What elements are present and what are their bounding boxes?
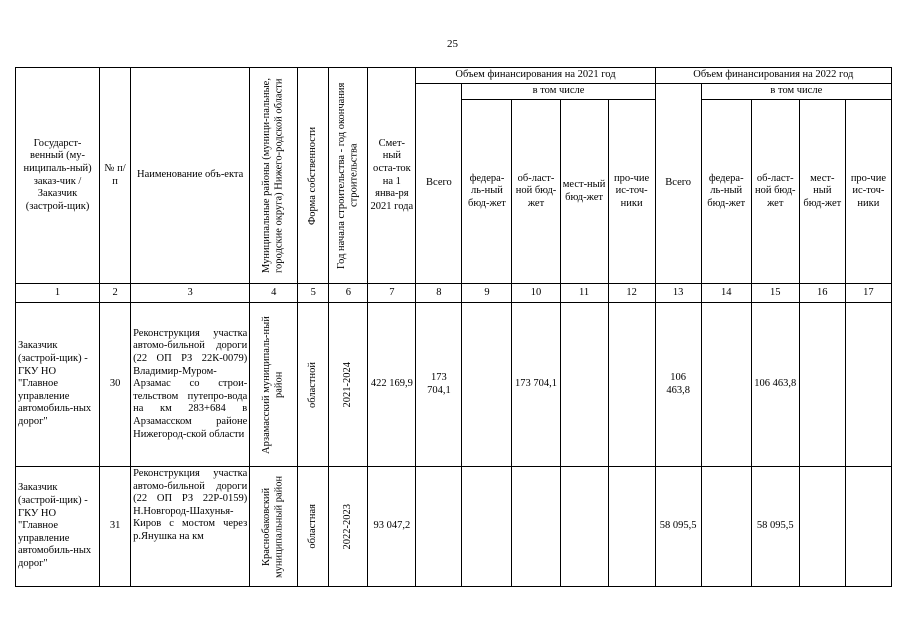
col-number: 3 bbox=[131, 284, 250, 303]
header-local-2021: мест-ный бюд-жет bbox=[560, 100, 608, 284]
header-num: № п/п bbox=[100, 68, 131, 284]
header-other-2022: про-чие ис-точ-ники bbox=[845, 100, 891, 284]
col-number: 13 bbox=[655, 284, 701, 303]
cell-federal-2022 bbox=[701, 467, 751, 587]
cell-other-2022 bbox=[845, 467, 891, 587]
cell-ownership-text: областная bbox=[307, 504, 318, 549]
cell-district-text: Арзамасский муниципаль-ный район bbox=[261, 315, 285, 454]
cell-district bbox=[250, 303, 298, 467]
cell-ownership-text: областной bbox=[307, 361, 318, 408]
col-number: 5 bbox=[298, 284, 329, 303]
col-number: 6 bbox=[329, 284, 368, 303]
col-number: 1 bbox=[16, 284, 100, 303]
header-row-1 bbox=[16, 68, 892, 84]
cell-other-2022 bbox=[845, 303, 891, 467]
col-number: 7 bbox=[368, 284, 416, 303]
cell-years bbox=[329, 303, 368, 467]
cell-ownership bbox=[298, 303, 329, 467]
cell-total-2021 bbox=[416, 467, 462, 587]
header-ownership-text: Форма собственности bbox=[307, 126, 318, 225]
col-number: 14 bbox=[701, 284, 751, 303]
cell-regional-2021 bbox=[512, 467, 560, 587]
header-other-2021: про-чие ис-точ-ники bbox=[608, 100, 655, 284]
cell-regional-2021: 173 704,1 bbox=[512, 303, 560, 467]
header-district bbox=[250, 68, 298, 284]
header-years bbox=[329, 68, 368, 284]
cell-ownership bbox=[298, 467, 329, 587]
table-row bbox=[16, 467, 892, 587]
cell-federal-2021 bbox=[462, 303, 512, 467]
page-number: 25 bbox=[447, 38, 458, 50]
cell-local-2021 bbox=[560, 467, 608, 587]
cell-customer: Заказчик (застрой-щик) - ГКУ НО "Главное управление автомобиль-ных дорог" bbox=[16, 467, 100, 587]
col-number: 2 bbox=[100, 284, 131, 303]
cell-num: 31 bbox=[100, 467, 131, 587]
cell-object: Реконструкция участка автомо-бильной дороги (22 ОП РЗ 22Р-0159) Н.Новгород-Шахунья-Киров с мостом через р.Янушка на км bbox=[131, 467, 250, 587]
header-federal-2021: федера-ль-ный бюд-жет bbox=[462, 100, 512, 284]
cell-total-2021: 173 704,1 bbox=[416, 303, 462, 467]
col-number: 17 bbox=[845, 284, 891, 303]
cell-local-2022 bbox=[799, 467, 845, 587]
cell-years bbox=[329, 467, 368, 587]
financing-table bbox=[15, 67, 892, 587]
cell-years-text: 2022-2023 bbox=[342, 503, 354, 550]
header-total-2022: Всего bbox=[655, 84, 701, 284]
header-years-text: Год начала строительства - год окончания строительства bbox=[335, 82, 360, 269]
cell-other-2021 bbox=[608, 303, 655, 467]
cell-federal-2022 bbox=[701, 303, 751, 467]
header-customer: Государст-венный (му-ниципаль-ный) заказ-чик / Заказчик (застрой-щик) bbox=[16, 68, 100, 284]
col-number: 9 bbox=[462, 284, 512, 303]
col-number: 12 bbox=[608, 284, 655, 303]
col-number: 4 bbox=[250, 284, 298, 303]
col-number: 15 bbox=[751, 284, 799, 303]
cell-district-text: Краснобаковский муниципальный район bbox=[261, 475, 285, 578]
cell-customer: Заказчик (застрой-щик) - ГКУ НО "Главное управление автомобиль-ных дорог" bbox=[16, 303, 100, 467]
cell-estimate: 422 169,9 bbox=[368, 303, 416, 467]
cell-district bbox=[250, 467, 298, 587]
header-federal-2022: федера-ль-ный бюд-жет bbox=[701, 100, 751, 284]
header-fin2022: Объем финансирования на 2022 год bbox=[655, 68, 891, 84]
cell-object: Реконструкция участка автомо-бильной дороги (22 ОП РЗ 22К-0079) Владимир-Муром-Арзамас со строи-тельством путепро-вода на км 283+684 в Арзамасском районе Нижегород-ской области bbox=[131, 303, 250, 467]
header-local-2022: мест-ный бюд-жет bbox=[799, 100, 845, 284]
header-total-2021: Всего bbox=[416, 84, 462, 284]
cell-total-2022: 58 095,5 bbox=[655, 467, 701, 587]
col-number: 10 bbox=[512, 284, 560, 303]
header-estimate: Смет-ный оста-ток на 1 янва-ря 2021 года bbox=[368, 68, 416, 284]
col-number: 8 bbox=[416, 284, 462, 303]
col-number: 16 bbox=[799, 284, 845, 303]
table-row bbox=[16, 303, 892, 467]
cell-federal-2021 bbox=[462, 467, 512, 587]
cell-num: 30 bbox=[100, 303, 131, 467]
cell-estimate: 93 047,2 bbox=[368, 467, 416, 587]
header-ownership bbox=[298, 68, 329, 284]
header-regional-2022: об-ласт-ной бюд-жет bbox=[751, 100, 799, 284]
cell-local-2021 bbox=[560, 303, 608, 467]
col-number: 11 bbox=[560, 284, 608, 303]
header-fin2021: Объем финансирования на 2021 год bbox=[416, 68, 655, 84]
column-numbers-row bbox=[16, 284, 892, 303]
cell-total-2022: 106 463,8 bbox=[655, 303, 701, 467]
header-incl-2022: в том числе bbox=[701, 84, 891, 100]
cell-years-text: 2021-2024 bbox=[342, 361, 354, 408]
header-regional-2021: об-ласт-ной бюд-жет bbox=[512, 100, 560, 284]
header-district-text: Муниципальные районы (муници-пальные, городские округа) Нижего-родской области bbox=[261, 78, 285, 273]
cell-other-2021 bbox=[608, 467, 655, 587]
cell-regional-2022: 58 095,5 bbox=[751, 467, 799, 587]
header-incl-2021: в том числе bbox=[462, 84, 655, 100]
header-object-name: Наименование объ-екта bbox=[131, 68, 250, 284]
cell-regional-2022: 106 463,8 bbox=[751, 303, 799, 467]
cell-local-2022 bbox=[799, 303, 845, 467]
